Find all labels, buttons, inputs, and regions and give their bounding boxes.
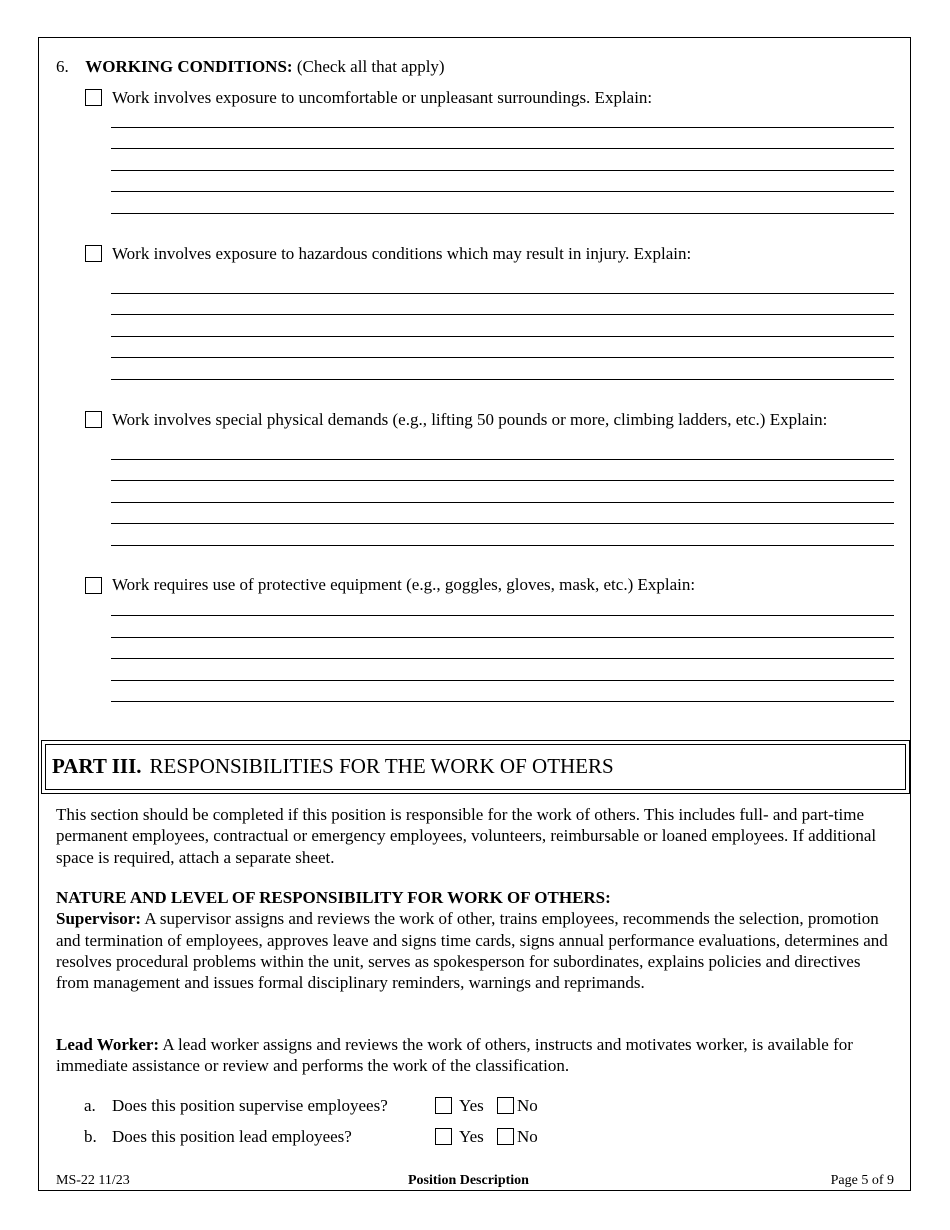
part-title-text: RESPONSIBILITIES FOR THE WORK OF OTHERS bbox=[149, 754, 614, 778]
checkbox-label: Work involves exposure to uncomfortable or unpleasant surroundings. Explain: bbox=[112, 88, 653, 107]
page-frame bbox=[38, 37, 911, 1191]
explain-line[interactable] bbox=[111, 293, 894, 294]
explain-line[interactable] bbox=[111, 637, 894, 638]
section-number: 6. bbox=[56, 57, 69, 76]
yes-label: Yes bbox=[459, 1127, 484, 1146]
explain-line[interactable] bbox=[111, 545, 894, 546]
footer-title: Position Description bbox=[408, 1173, 529, 1188]
question-a-letter: a. bbox=[84, 1096, 96, 1115]
question-b-text: Does this position lead employees? bbox=[112, 1127, 352, 1146]
explain-line[interactable] bbox=[111, 680, 894, 681]
explain-line[interactable] bbox=[111, 336, 894, 337]
checkbox-label: Work involves special physical demands (e.g., lifting 50 pounds or more, climbing ladders, etc.) Explain: bbox=[112, 410, 828, 429]
checkbox-label: Work involves exposure to hazardous conditions which may result in injury. Explain: bbox=[112, 244, 692, 263]
explain-line[interactable] bbox=[111, 459, 894, 460]
uncomfortable-surroundings-checkbox[interactable] bbox=[85, 89, 102, 106]
supervise-no-checkbox[interactable] bbox=[497, 1097, 514, 1114]
part-iii-title bbox=[52, 754, 614, 778]
supervisor-label: Supervisor: bbox=[56, 909, 141, 929]
no-label: No bbox=[517, 1096, 538, 1115]
explain-line[interactable] bbox=[111, 502, 894, 503]
explain-line[interactable] bbox=[111, 658, 894, 659]
lead-yes-checkbox[interactable] bbox=[435, 1128, 452, 1145]
hazardous-conditions-checkbox[interactable] bbox=[85, 245, 102, 262]
footer-form-id: MS-22 11/23 bbox=[56, 1173, 130, 1188]
lead-no-checkbox[interactable] bbox=[497, 1128, 514, 1145]
explain-line[interactable] bbox=[111, 615, 894, 616]
section-note: (Check all that apply) bbox=[296, 57, 445, 76]
section-heading: WORKING CONDITIONS: bbox=[85, 57, 293, 76]
question-a-text: Does this position supervise employees? bbox=[112, 1096, 388, 1115]
lead-worker-text: A lead worker assigns and reviews the work of others, instructs and motivates worker, is available for immediate assistance or review and performs the work of the classification. bbox=[56, 1035, 853, 1076]
explain-line[interactable] bbox=[111, 480, 894, 481]
lead-worker-block bbox=[56, 1034, 896, 1077]
nature-heading: NATURE AND LEVEL OF RESPONSIBILITY FOR WORK OF OTHERS: bbox=[56, 888, 611, 907]
protective-equipment-checkbox[interactable] bbox=[85, 577, 102, 594]
explain-line[interactable] bbox=[111, 357, 894, 358]
lead-worker-label: Lead Worker: bbox=[56, 1035, 160, 1054]
footer-page-number: Page 5 of 9 bbox=[830, 1173, 894, 1188]
supervise-yes-checkbox[interactable] bbox=[435, 1097, 452, 1114]
part-iii-header bbox=[41, 740, 910, 794]
explain-line[interactable] bbox=[111, 191, 894, 192]
part-label: PART III. bbox=[52, 754, 142, 778]
explain-line[interactable] bbox=[111, 127, 894, 128]
question-b-letter: b. bbox=[84, 1127, 97, 1146]
checkbox-label: Work requires use of protective equipment (e.g., goggles, gloves, mask, etc.) Explain: bbox=[112, 575, 696, 594]
physical-demands-checkbox[interactable] bbox=[85, 411, 102, 428]
explain-line[interactable] bbox=[111, 148, 894, 149]
nature-block bbox=[56, 887, 896, 993]
explain-line[interactable] bbox=[111, 523, 894, 524]
explain-line[interactable] bbox=[111, 170, 894, 171]
explain-line[interactable] bbox=[111, 314, 894, 315]
explain-line[interactable] bbox=[111, 213, 894, 214]
part-iii-intro: This section should be completed if this position is responsible for the work of others. This includes full- and part-time permanent employees, contractual or emergency employees, volunteers, reimbursable or loaned employees. If additional space is required, attach a separate sheet. bbox=[56, 805, 877, 867]
no-label: No bbox=[517, 1127, 538, 1146]
yes-label: Yes bbox=[459, 1096, 484, 1115]
supervisor-text: A supervisor assigns and reviews the work of other, trains employees, recommends the selection, promotion and termination of employees, approves leave and signs time cards, signs annual performance evaluations, determines and resolves procedural problems within the unit, serves as spokesperson for subordinates, explains policies and directives from management and issues formal disciplinary reminders, warnings and reprimands. bbox=[56, 909, 888, 993]
explain-line[interactable] bbox=[111, 379, 894, 380]
section-6-heading bbox=[56, 56, 445, 77]
explain-line[interactable] bbox=[111, 701, 894, 702]
